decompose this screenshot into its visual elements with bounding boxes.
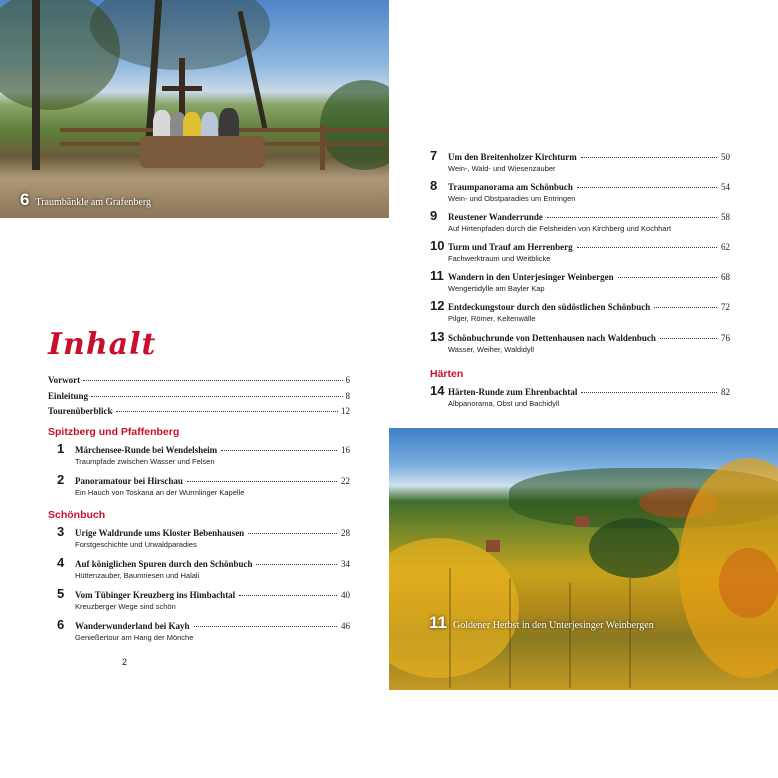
tour-number: 2	[57, 472, 65, 487]
tour-subtitle: Kreuzberger Wege sind schön	[75, 602, 176, 611]
tour-title: Traumpanorama am Schönbuch	[448, 182, 573, 192]
dot-leader	[187, 481, 337, 482]
fence-post	[320, 125, 325, 170]
toc-tour-8[interactable]	[430, 178, 730, 203]
dot-leader	[221, 450, 337, 451]
toc-entry-einleitung[interactable]	[48, 391, 350, 401]
photo-caption	[429, 613, 654, 633]
toc-entry-title: Vorwort	[48, 375, 81, 385]
tour-subtitle: Traumpfade zwischen Wasser und Felsen	[75, 457, 215, 466]
section-heading-haerten: Härten	[430, 368, 464, 380]
vine-post	[629, 578, 631, 688]
tour-subtitle: Wein-, Wald- und Wiesenzauber	[448, 164, 556, 173]
tour-subtitle: Genießertour am Hang der Mönche	[75, 633, 194, 642]
tour-page: 68	[721, 272, 730, 282]
tour-number: 7	[430, 148, 438, 163]
tour-title: Panoramatour bei Hirschau	[75, 476, 183, 486]
tour-page: 16	[341, 445, 350, 455]
dot-leader	[116, 411, 338, 412]
tour-title: Reustener Wanderrunde	[448, 212, 543, 222]
tour-number: 14	[430, 383, 445, 398]
tour-number: 5	[57, 586, 65, 601]
dot-leader	[83, 380, 342, 381]
tour-page: 50	[721, 152, 730, 162]
dot-leader	[91, 396, 342, 397]
toc-tour-13[interactable]	[430, 329, 730, 354]
page-number: 2	[122, 657, 128, 667]
tour-title: Märchensee-Runde bei Wendelsheim	[75, 445, 218, 455]
tour-title: Schönbuchrunde von Dettenhausen nach Waldenbuch	[448, 333, 656, 343]
tour-subtitle: Wasser, Weiher, Waldidyll	[448, 345, 534, 354]
caption-text: Goldener Herbst in den Unterjesinger Weinbergen	[452, 620, 654, 631]
toc-tour-2[interactable]	[57, 472, 350, 497]
tour-title: Auf königlichen Spuren durch den Schönbuch	[75, 559, 253, 569]
dot-leader	[660, 338, 717, 339]
tour-subtitle: Pilger, Römer, Keltenwälle	[448, 314, 536, 323]
dot-leader	[577, 247, 717, 248]
tour-title: Entdeckungstour durch den südöstlichen Schönbuch	[448, 302, 651, 312]
caption-text: Traumbänkle am Grafenberg	[35, 197, 151, 208]
photo-traumbaenkle	[0, 0, 389, 218]
tour-subtitle: Forstgeschichte und Urwaldparadies	[75, 540, 197, 549]
tour-number: 11	[430, 268, 444, 283]
tour-number: 8	[430, 178, 438, 193]
toc-entry-title: Einleitung	[48, 391, 89, 401]
carved-bench	[140, 136, 265, 168]
tour-number: 1	[57, 441, 65, 456]
toc-tour-6[interactable]	[57, 617, 350, 642]
toc-entry-page: 6	[345, 375, 350, 385]
tour-number: 4	[57, 555, 65, 570]
tree-cluster	[589, 518, 679, 578]
toc-tour-14[interactable]	[430, 383, 730, 408]
tour-number: 9	[430, 208, 438, 223]
toc-tour-3[interactable]	[57, 524, 350, 549]
section-heading-spitzberg: Spitzberg und Pfaffenberg	[48, 426, 180, 438]
dot-leader	[194, 626, 337, 627]
dot-leader	[654, 307, 717, 308]
tour-subtitle: Wein- und Obstparadies um Entringen	[448, 194, 576, 203]
tour-page: 72	[721, 302, 730, 312]
tour-page: 28	[341, 528, 350, 538]
vineyard-hut	[575, 516, 589, 527]
tour-subtitle: Albpanorama, Obst und Bachidyll	[448, 399, 560, 408]
toc-tour-5[interactable]	[57, 586, 350, 611]
photo-unterjesinger-weinberge	[389, 428, 778, 690]
tour-subtitle: Fachwerktraum und Weitblicke	[448, 254, 551, 263]
tour-page: 58	[721, 212, 730, 222]
dot-leader	[248, 533, 337, 534]
caption-tour-number: 11	[429, 613, 447, 632]
tour-page: 40	[341, 590, 350, 600]
tour-number: 10	[430, 238, 445, 253]
toc-tour-4[interactable]	[57, 555, 350, 580]
vine-post	[509, 578, 511, 688]
dot-leader	[581, 392, 717, 393]
toc-entry-title: Tourenüberblick	[48, 406, 113, 416]
tour-title: Urige Waldrunde ums Kloster Bebenhausen	[75, 528, 245, 538]
tour-title: Wandern in den Unterjesinger Weinbergen	[448, 272, 614, 282]
tour-page: 76	[721, 333, 730, 343]
tour-page: 82	[721, 387, 730, 397]
vine-post	[569, 583, 571, 688]
toc-entry-vorwort[interactable]	[48, 375, 350, 385]
toc-tour-7[interactable]	[430, 148, 730, 173]
tour-subtitle: Auf Hirtenpfaden durch die Felsheiden von Kirchberg und Kochhart	[448, 224, 672, 233]
tour-title: Um den Breitenholzer Kirchturm	[448, 152, 577, 162]
tour-title: Wanderwunderland bei Kayh	[75, 621, 190, 631]
tour-subtitle: Wengertidylle am Bayler Kap	[448, 284, 545, 293]
tour-page: 46	[341, 621, 350, 631]
dot-leader	[239, 595, 337, 596]
tour-title: Härten-Runde zum Ehrenbachtal	[448, 387, 578, 397]
tour-title: Vom Tübinger Kreuzberg ins Himbachtal	[75, 590, 236, 600]
toc-tour-10[interactable]	[430, 238, 730, 263]
toc-tour-12[interactable]	[430, 298, 730, 323]
tour-number: 6	[57, 617, 65, 632]
toc-entry-page: 8	[345, 391, 350, 401]
toc-entry-page: 12	[341, 406, 350, 416]
dot-leader	[256, 564, 337, 565]
tree-trunk	[32, 0, 40, 170]
toc-entry-tourenueberblick[interactable]	[48, 406, 350, 416]
tour-page: 62	[721, 242, 730, 252]
toc-heading: Inhalt	[48, 327, 157, 362]
toc-tour-11[interactable]	[430, 268, 730, 293]
toc-tour-1[interactable]	[57, 441, 350, 466]
tour-subtitle: Hüttenzauber, Baumriesen und Halali	[75, 571, 200, 580]
tour-number: 12	[430, 298, 445, 313]
section-heading-schoenbuch: Schönbuch	[48, 509, 106, 521]
tour-title: Turm und Trauf am Herrenberg	[448, 242, 573, 252]
vineyard-hut	[486, 540, 500, 552]
dot-leader	[547, 217, 717, 218]
tour-page: 22	[341, 476, 350, 486]
dot-leader	[618, 277, 717, 278]
autumn-vines	[389, 538, 519, 678]
tour-page: 54	[721, 182, 730, 192]
tour-subtitle: Ein Hauch von Toskana an der Wurmlinger Kapelle	[75, 488, 245, 497]
tour-page: 34	[341, 559, 350, 569]
wooden-cross-beam	[162, 86, 202, 91]
toc-tour-9[interactable]	[430, 208, 730, 233]
dot-leader	[577, 187, 717, 188]
dot-leader	[581, 157, 717, 158]
autumn-foliage	[719, 548, 778, 618]
caption-tour-number: 6	[20, 190, 30, 209]
photo-caption	[20, 190, 151, 210]
tour-number: 13	[430, 329, 445, 344]
tree-foliage	[320, 80, 389, 170]
tour-number: 3	[57, 524, 65, 539]
